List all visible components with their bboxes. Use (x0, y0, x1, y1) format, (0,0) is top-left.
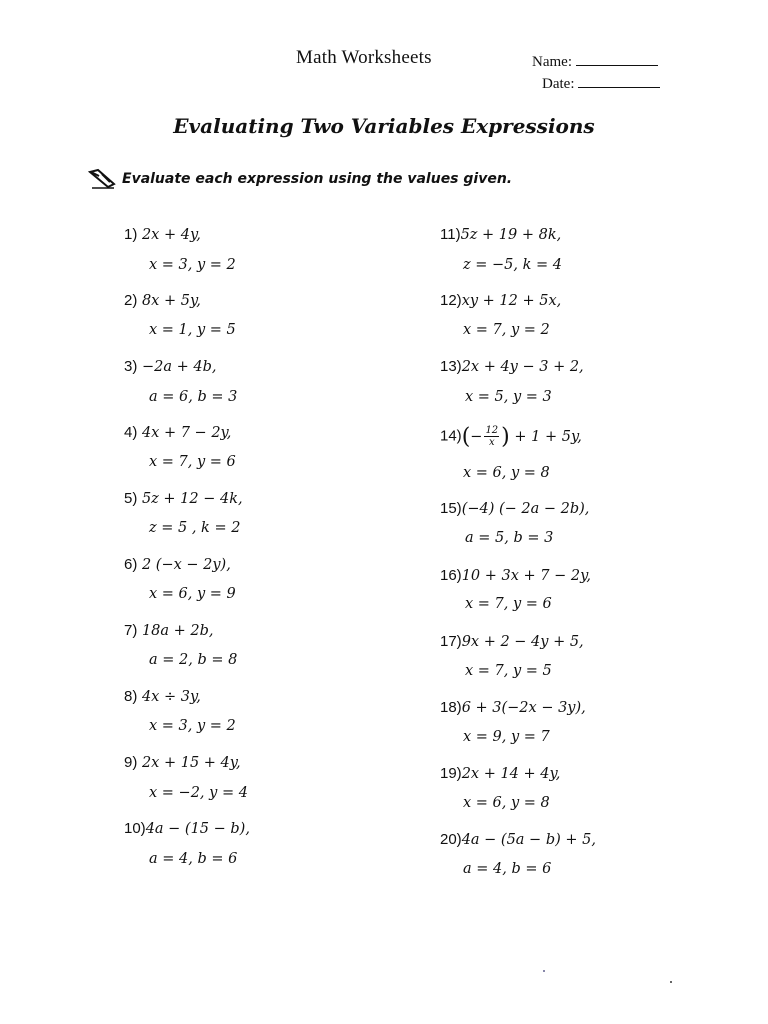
problem-19-values: x = 6, y = 8 (463, 795, 550, 811)
problem-2 (124, 292, 201, 309)
instruction-text: Evaluate each expression using the values given. (122, 171, 513, 187)
problem-expression: 4x + 7 − 2y, (141, 425, 232, 441)
fraction-denominator: x (488, 437, 495, 448)
problem-12 (440, 292, 561, 309)
problem-number: 9) (124, 754, 138, 771)
problem-18 (440, 699, 586, 716)
problem-expression: 2x + 4y − 3 + 2, (461, 359, 584, 375)
problem-15 (440, 500, 589, 517)
problem-expression: 5z + 12 − 4k, (141, 491, 243, 507)
problem-13-values: x = 5, y = 3 (465, 389, 552, 405)
problem-expression: 2x + 14 + 4y, (461, 766, 561, 782)
problem-expression: 4a − (15 − b), (145, 821, 250, 837)
problem-number: 2) (124, 292, 138, 309)
problem-expression: 2 (−x − 2y), (141, 557, 231, 573)
problem-number: 6) (124, 556, 138, 573)
problem-7 (124, 622, 214, 639)
date-line[interactable] (578, 75, 660, 88)
problem-8 (124, 688, 201, 705)
problem-1-values: x = 3, y = 2 (149, 257, 236, 273)
problem-11-values: z = −5, k = 4 (463, 257, 562, 273)
problem-5 (124, 490, 243, 507)
problem-number: 8) (124, 688, 138, 705)
problem-expression: 9x + 2 − 4y + 5, (461, 634, 584, 650)
problem-9-values: x = −2, y = 4 (149, 785, 248, 801)
problem-15-values: a = 5, b = 3 (465, 530, 554, 546)
problem-14-values: x = 6, y = 8 (463, 465, 550, 481)
problem-4 (124, 424, 231, 441)
problem-number: 12) (440, 292, 462, 309)
problem-expression: xy + 12 + 5x, (461, 293, 562, 309)
problem-16 (440, 567, 591, 584)
scan-speck (543, 970, 545, 972)
name-label: Name: (532, 54, 572, 70)
problem-8-values: x = 3, y = 2 (149, 718, 236, 734)
problem-17 (440, 633, 584, 650)
problem-expression: 4a − (5a − b) + 5, (461, 832, 596, 848)
problem-number: 4) (124, 424, 138, 441)
problem-expression: + 1 + 5y, (509, 428, 582, 445)
problem-number: 18) (440, 699, 462, 716)
problem-expression: 5z + 19 + 8k, (460, 227, 562, 243)
brand-title: Math Worksheets (296, 47, 432, 68)
problem-expression: 6 + 3(−2x − 3y), (461, 700, 586, 716)
problem-number: 3) (124, 358, 138, 375)
problem-11 (440, 226, 561, 243)
problem-10 (124, 820, 250, 837)
name-line[interactable] (576, 53, 658, 66)
problem-number: 15) (440, 500, 462, 517)
problem-18-values: x = 9, y = 7 (463, 729, 550, 745)
problem-number: 16) (440, 567, 462, 584)
problem-1 (124, 226, 201, 243)
date-label: Date: (542, 76, 575, 92)
scan-speck (670, 981, 672, 983)
problem-6-values: x = 6, y = 9 (149, 586, 236, 602)
problem-expression: 2x + 15 + 4y, (141, 755, 241, 771)
fraction (484, 425, 499, 448)
problem-expression: 18a + 2b, (141, 623, 214, 639)
pencil-icon (88, 166, 116, 190)
problem-number: 1) (124, 226, 138, 243)
problem-20 (440, 831, 596, 848)
problem-14: 14)(− $\frac{12}{x}$ ) + 1 + 5y, (440, 424, 582, 449)
problem-number: 14) (440, 427, 462, 445)
problem-9 (124, 754, 241, 771)
problem-expression: (−4) (− 2a − 2b), (461, 501, 590, 517)
problem-expression: −2a + 4b, (141, 359, 217, 375)
problem-number: 10) (124, 820, 146, 837)
problem-20-values: a = 4, b = 6 (463, 861, 552, 877)
problem-number: 19) (440, 765, 462, 782)
problem-19 (440, 765, 560, 782)
problem-number: 17) (440, 633, 462, 650)
problem-number: 5) (124, 490, 138, 507)
problem-expression: 10 + 3x + 7 − 2y, (461, 568, 591, 584)
problem-number: 13) (440, 358, 462, 375)
problem-2-values: x = 1, y = 5 (149, 322, 236, 338)
worksheet-title: Evaluating Two Variables Expressions (173, 114, 595, 138)
problem-expression: 2x + 4y, (141, 227, 201, 243)
problem-expression: 8x + 5y, (141, 293, 201, 309)
problem-12-values: x = 7, y = 2 (463, 322, 550, 338)
problem-number: 11) (440, 226, 461, 243)
problem-4-values: x = 7, y = 6 (149, 454, 236, 470)
problem-number: 20) (440, 831, 462, 848)
problem-number: 7) (124, 622, 138, 639)
problem-10-values: a = 4, b = 6 (149, 851, 238, 867)
problem-3 (124, 358, 216, 375)
problem-7-values: a = 2, b = 8 (149, 652, 238, 668)
problem-17-values: x = 7, y = 5 (465, 663, 552, 679)
problem-3-values: a = 6, b = 3 (149, 389, 238, 405)
name-field[interactable] (532, 51, 658, 71)
problem-16-values: x = 7, y = 6 (465, 596, 552, 612)
problem-expression: 4x ÷ 3y, (141, 689, 201, 705)
fraction-numerator: 12 (485, 425, 499, 436)
date-field[interactable] (542, 73, 660, 93)
problem-5-values: z = 5 , k = 2 (149, 520, 241, 536)
problem-6 (124, 556, 231, 573)
problem-13 (440, 358, 584, 375)
